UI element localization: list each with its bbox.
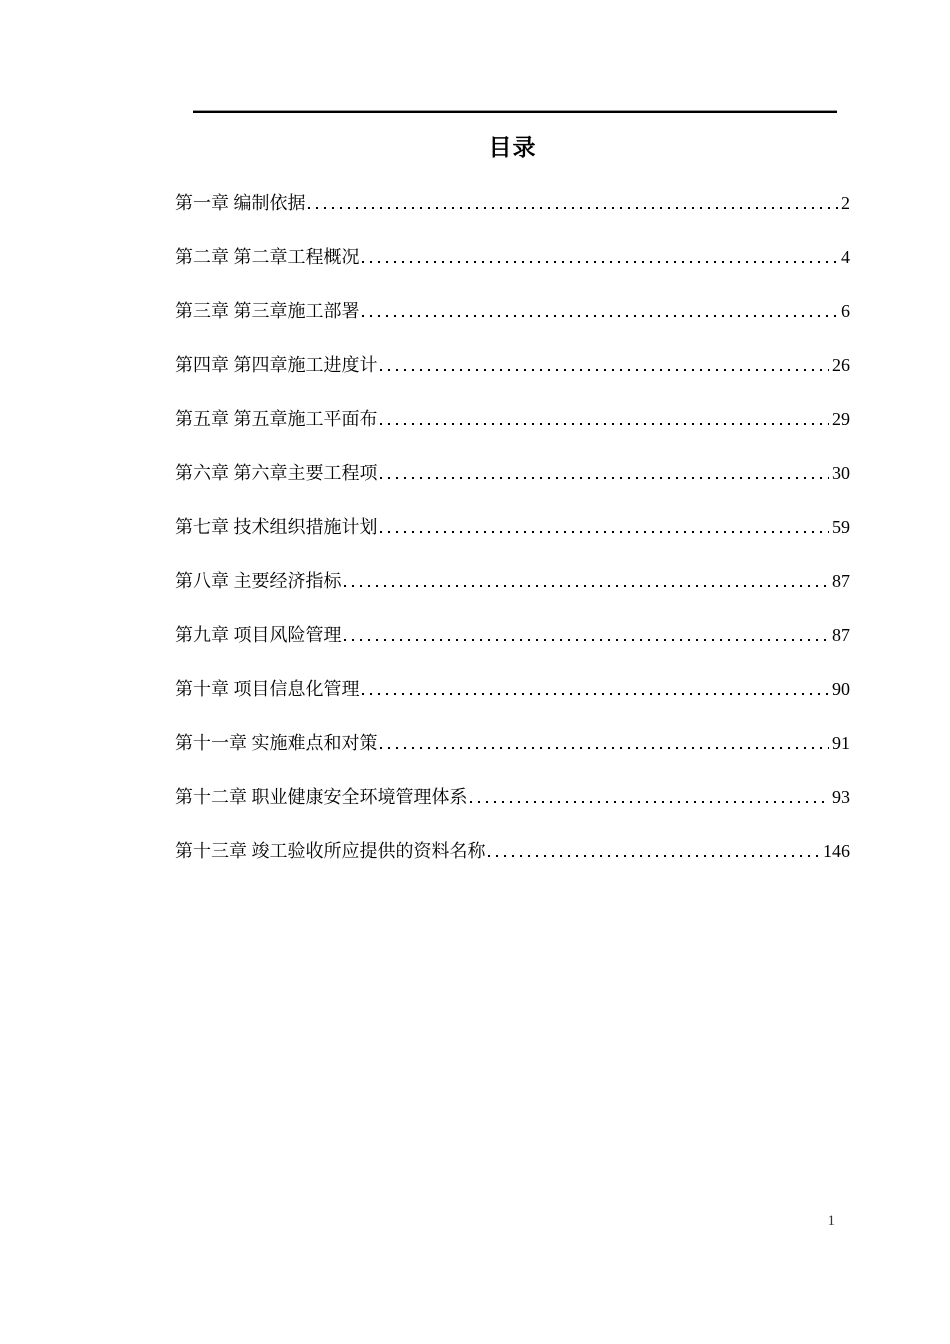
toc-entry-label: 第十一章 实施难点和对策: [175, 733, 378, 753]
toc-entry[interactable]: [175, 718, 850, 772]
toc-entry-page: 2: [841, 193, 850, 213]
toc-leader-dots: [308, 196, 839, 209]
toc-entry[interactable]: [175, 664, 850, 718]
toc-leader-dots: [380, 520, 830, 533]
toc-entry[interactable]: [175, 448, 850, 502]
toc-entry[interactable]: [175, 178, 850, 232]
toc-leader-dots: [380, 466, 830, 479]
toc-entry-page: 30: [832, 463, 850, 483]
toc-entry-label: 第二章 第二章工程概况: [175, 247, 360, 267]
toc-entry[interactable]: [175, 772, 850, 826]
toc-leader-dots: [362, 250, 839, 263]
toc-entry[interactable]: [175, 286, 850, 340]
toc-leader-dots: [380, 358, 830, 371]
toc-leader-dots: [470, 790, 830, 803]
toc-leader-dots: [380, 736, 830, 749]
toc-entry[interactable]: [175, 610, 850, 664]
toc-entry-label: 第九章 项目风险管理: [175, 625, 342, 645]
toc-entry-label: 第四章 第四章施工进度计: [175, 355, 378, 375]
toc-entry-page: 146: [823, 841, 850, 861]
toc-leader-dots: [380, 412, 830, 425]
toc-entry[interactable]: [175, 340, 850, 394]
toc-entry-label: 第七章 技术组织措施计划: [175, 517, 378, 537]
toc-entry-page: 90: [832, 679, 850, 699]
toc-entry[interactable]: [175, 394, 850, 448]
toc-entry[interactable]: [175, 232, 850, 286]
toc-entry-label: 第五章 第五章施工平面布: [175, 409, 378, 429]
toc-entry-page: 87: [832, 571, 850, 591]
toc-entry-page: 91: [832, 733, 850, 753]
header-divider-line: [193, 111, 837, 113]
toc-entry-page: 87: [832, 625, 850, 645]
doc-title: 目录: [488, 135, 537, 160]
toc-entry-page: 59: [832, 517, 850, 537]
toc-entry[interactable]: [175, 826, 850, 880]
toc-entry[interactable]: [175, 502, 850, 556]
toc-leader-dots: [488, 844, 821, 857]
toc-entry-label: 第十三章 竣工验收所应提供的资料名称: [175, 841, 486, 861]
toc-entry-label: 第一章 编制依据: [175, 193, 306, 213]
footer-page-number: 1: [827, 1213, 835, 1229]
toc-entry-page: 4: [841, 247, 850, 267]
toc-entry-label: 第十二章 职业健康安全环境管理体系: [175, 787, 468, 807]
toc-entry-label: 第三章 第三章施工部署: [175, 301, 360, 321]
toc-entry-page: 6: [841, 301, 850, 321]
toc-list: [175, 178, 850, 880]
toc-entry-label: 第十章 项目信息化管理: [175, 679, 360, 699]
toc-leader-dots: [344, 628, 830, 641]
toc-leader-dots: [362, 682, 830, 695]
toc-leader-dots: [344, 574, 830, 587]
toc-entry-label: 第八章 主要经济指标: [175, 571, 342, 591]
toc-entry[interactable]: [175, 556, 850, 610]
toc-leader-dots: [362, 304, 839, 317]
toc-entry-page: 29: [832, 409, 850, 429]
toc-entry-page: 93: [832, 787, 850, 807]
toc-entry-label: 第六章 第六章主要工程项: [175, 463, 378, 483]
toc-entry-page: 26: [832, 355, 850, 375]
